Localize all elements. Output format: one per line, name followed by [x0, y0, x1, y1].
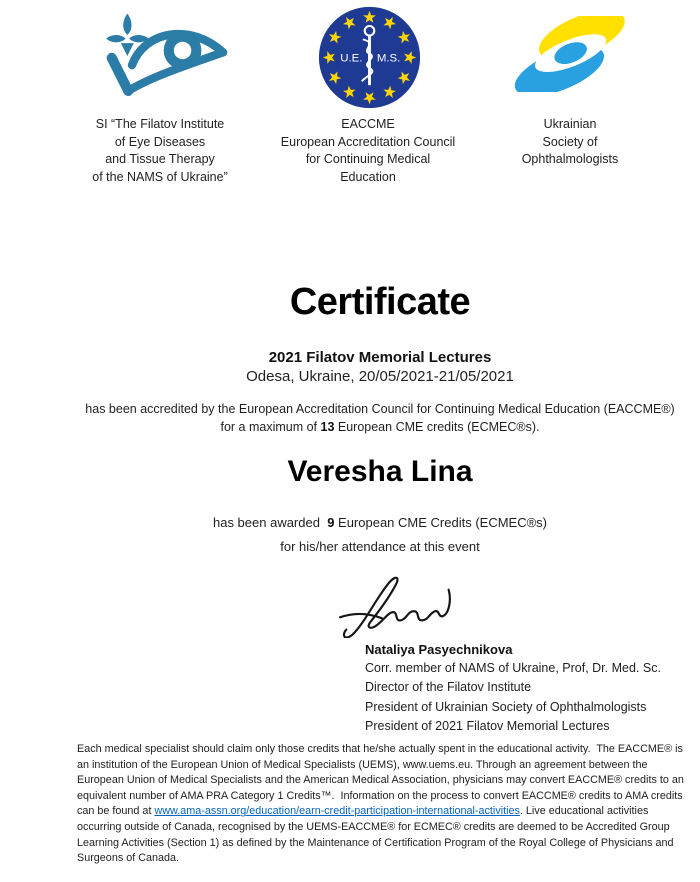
awarded-credits-value: 9 [327, 515, 335, 530]
event-name: 2021 Filatov Memorial Lectures [268, 349, 492, 366]
award-suffix: European CME Credits (ECMEC®s) [334, 515, 547, 530]
signer-title: Director of the Filatov Institute [365, 680, 532, 695]
footer-text-before-link: Each medical specialist should claim only those credits that he/she actually spent in the educational activity. The EACCME® is an institution of the European Union of Medical Specialists (UEMS), www.uems.eu. Through an agreement between the European Union of Medical Specialists and the American Medical Association, physicians may convert EACCME® credits to an equivalent number of AMA PRA Category 1 Credits™. Information on the process to convert EACCME® credits to AMA credits can be found at [77, 743, 687, 818]
accreditation-suffix: European CME credits (ECMEC®s). [334, 420, 540, 434]
footer-text-after-link: . Live educational activities occurring outside of Canada, recognised by the UEMS-EACCME® for ECMEC® credits are deemed to be Accredited Group Learning Activities (Section 1) as defined by the Maintenance of Certification Program of the Royal College of Physicians and Surgeons of Canada. [77, 805, 677, 865]
certificate-title: Certificate [289, 281, 471, 323]
attendance-line: for his/her attendance at this event [280, 539, 480, 554]
filatov-institute-logo [96, 10, 236, 102]
accreditation-line-1: has been accredited by the European Accreditation Council for Continuing Medical Education (EACCME®) [85, 402, 675, 416]
uems-emblem-text-left: U.E. [340, 52, 363, 65]
uems-eaccme-logo [317, 5, 422, 110]
caption-line: of Eye Diseases [114, 134, 206, 149]
award-prefix: has been awarded [212, 515, 328, 530]
caption-line: and Tissue Therapy [105, 152, 215, 166]
uems-emblem-text-right: M.S. [376, 52, 401, 65]
caption-line: of the NAMS of Ukraine” [92, 169, 228, 184]
signer-title: President of 2021 Filatov Memorial Lectures [365, 718, 610, 733]
signer-block [365, 640, 685, 736]
caption-line: European Accreditation Council [280, 134, 456, 149]
recipient-name: Veresha Lina [287, 455, 473, 488]
signature-image [336, 570, 464, 638]
caption-line: for Continuing Medical [305, 152, 431, 166]
accreditation-line-2 [55, 420, 700, 434]
accreditation-prefix: for a maximum of [220, 420, 321, 434]
ama-credit-conversion-link[interactable]: www.ama-assn.org/education/earn-credit-participation-international-activities [154, 805, 520, 818]
signer-title: President of Ukrainian Society of Ophthalmologists [365, 699, 647, 714]
filatov-institute-caption [55, 116, 265, 186]
footer-disclaimer [77, 742, 695, 867]
eaccme-caption [253, 116, 483, 186]
caption-line: Ophthalmologists [521, 152, 619, 166]
caption-line: Ukrainian [543, 117, 597, 131]
max-credits-value: 13 [320, 420, 335, 434]
ukrainian-society-logo [502, 16, 640, 92]
caption-line: EACCME [341, 117, 395, 131]
award-line [80, 515, 680, 530]
caption-line: SI “The Filatov Institute [95, 117, 225, 131]
ukrainian-society-caption [485, 116, 655, 169]
event-location-dates: Odesa, Ukraine, 20/05/2021-21/05/2021 [246, 368, 514, 385]
signer-name: Nataliya Pasyechnikova [365, 642, 513, 657]
caption-line: Education [340, 169, 396, 184]
signer-title: Corr. member of NAMS of Ukraine, Prof, Dr. Med. Sc. [365, 661, 661, 675]
caption-line: Society of [542, 134, 598, 149]
